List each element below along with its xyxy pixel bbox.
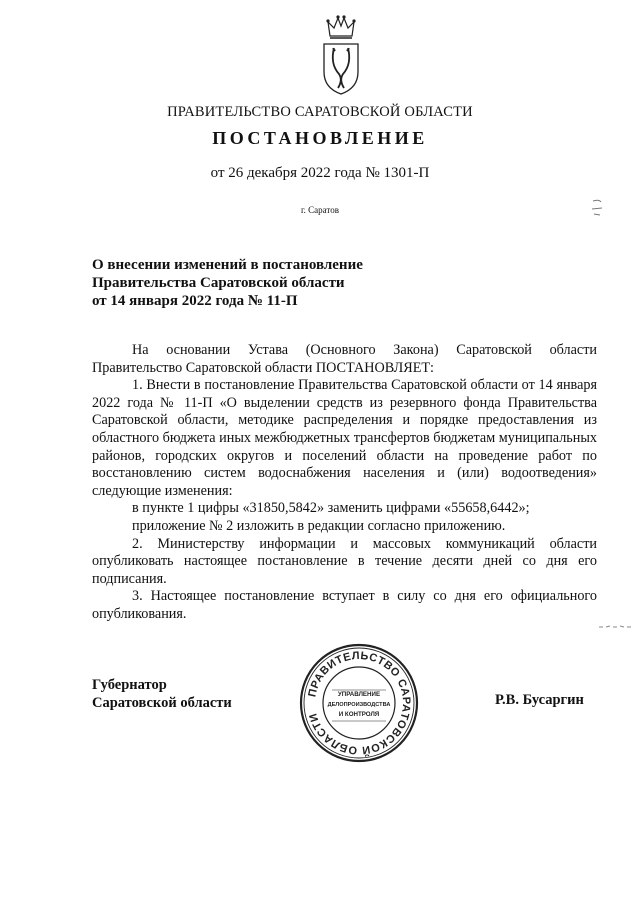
item-1-subitem: приложение № 2 изложить в редакции согласно приложению. <box>132 517 506 534</box>
subject-line: Правительства Саратовской области <box>92 275 345 291</box>
subject-line: от 14 января 2022 года № 11-П <box>92 293 298 309</box>
official-seal-stamp <box>298 642 420 764</box>
item-2-paragraph: 2. Министерству информации и массовых коммуникаций области опубликовать настоящее постановление в течение десяти дней со дня его подписания. <box>92 535 597 587</box>
document-city: г. Саратов <box>301 205 339 215</box>
document-subject <box>92 256 432 310</box>
item-1-subitem: в пункте 1 цифры «31850,5842» заменить цифрами «55658,6442»; <box>132 500 530 517</box>
svg-text:ПРАВИТЕЛЬСТВО САРАТОВСКОЙ ОБЛА: ПРАВИТЕЛЬСТВО САРАТОВСКОЙ ОБЛАСТИ <box>306 649 413 757</box>
item-1-paragraph: 1. Внести в постановление Правительства Саратовской области от 14 января 2022 года № 11-П «О выделении средств из резервного фонда Правительства Саратовской области, методике распределения и порядке предоставления из областного бюджета иных межбюджетных трансфертов бюджетам муниципальных районов, городских округов и поселений области на проведение работ по восстановлению систем водоснабжения населения и (или) водоотведения» следующие изменения: <box>92 377 597 499</box>
document-date-number: от 26 декабря 2022 года № 1301-П <box>210 165 430 181</box>
document-body <box>92 342 597 624</box>
svg-text:И КОНТРОЛЯ: И КОНТРОЛЯ <box>338 711 380 718</box>
signer-name: Р.В. Бусаргин <box>495 692 584 708</box>
preamble-paragraph: На основании Устава (Основного Закона) Саратовской области Правительство Саратовской области ПОСТАНОВЛЯЕТ: <box>92 342 597 376</box>
subject-line: О внесении изменений в постановление <box>92 257 363 273</box>
scan-mark <box>598 623 636 631</box>
government-name: ПРАВИТЕЛЬСТВО САРАТОВСКОЙ ОБЛАСТИ <box>167 104 473 120</box>
signer-position-line: Саратовской области <box>92 695 232 711</box>
signer-position-line: Губернатор <box>92 677 167 693</box>
svg-text:ДЕЛОПРОИЗВОДСТВА: ДЕЛОПРОИЗВОДСТВА <box>327 702 391 708</box>
scan-mark <box>590 197 604 217</box>
signer-position <box>92 676 292 712</box>
document-type: ПОСТАНОВЛЕНИЕ <box>212 128 428 148</box>
svg-text:УПРАВЛЕНИЕ: УПРАВЛЕНИЕ <box>337 691 381 698</box>
item-3-paragraph: 3. Настоящее постановление вступает в силу со дня его официального опубликования. <box>92 588 597 622</box>
coat-of-arms-icon <box>318 14 364 98</box>
